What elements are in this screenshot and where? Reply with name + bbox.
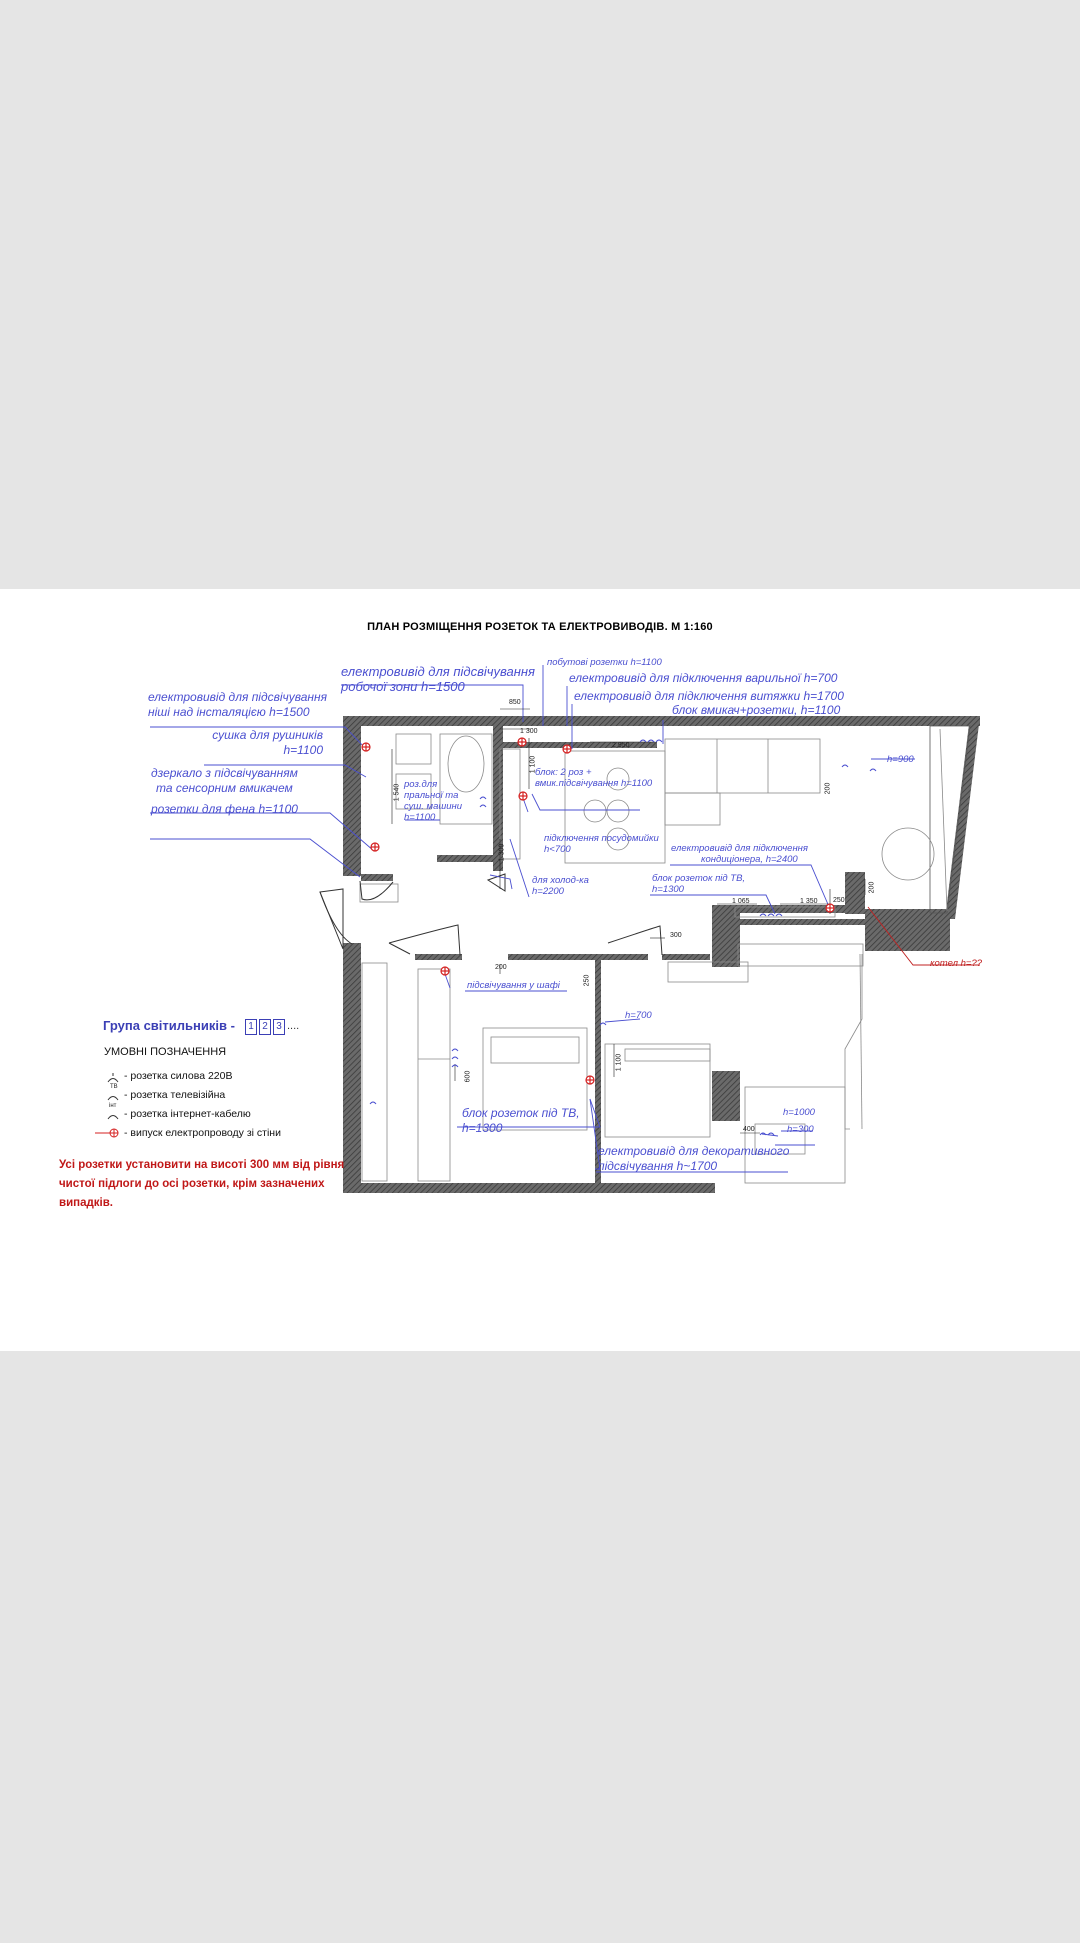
label-washer: роз.для пральної та суш. машини h=1100 (404, 779, 463, 823)
dim-200-b: 200 (824, 782, 832, 795)
door-swings (320, 874, 662, 955)
legend-item-wall-outlet: - випуск електропроводу зі стіни (124, 1127, 281, 1139)
dim-1300-vertical: 1 300 (498, 843, 506, 862)
label-switch-block: блок вмикач+розетки, h=1100 (672, 703, 841, 717)
label-niche: електровивід для підсвічування ніші над інсталяцією h=1500 (148, 690, 328, 719)
dim-1540: 1 540 (393, 783, 401, 802)
label-mirror: дзеркало з підсвічуванням та сенсорним вмикачем (151, 766, 298, 795)
label-boiler: котел h=?? (930, 958, 983, 969)
outlet-marker (826, 904, 834, 912)
label-ac: електровивід для підключення кондиціонера, h=2400 (671, 843, 808, 865)
legend-item-internet-socket: - розетка інтернет-кабелю (124, 1108, 251, 1120)
label-h300: h=300 (787, 1124, 814, 1135)
label-h1000: h=1000 (783, 1107, 815, 1118)
label-tv-block: блок розеток під ТВ, h=1300 (652, 873, 746, 895)
dim-400: 400 (743, 1126, 755, 1133)
outlet-marker (518, 738, 526, 746)
dim-200-c: 200 (495, 964, 507, 971)
label-cooktop: електровивід для підключення варильної h=700 (569, 671, 838, 685)
outlet-marker (563, 745, 571, 753)
label-bed-tv: блок розеток під ТВ, h=1300 (462, 1106, 580, 1135)
dim-250: 250 (833, 897, 845, 904)
label-household-sockets: побутові розетки h=1100 (547, 657, 662, 668)
tv-socket-icon (108, 1097, 118, 1101)
label-work-zone: електровивід для підсвічування робочої зони h=1500 (341, 664, 535, 694)
outlet-marker (441, 967, 449, 975)
power-socket-icon (108, 1073, 118, 1082)
label-deco: електровивід для декоративного підсвічування h~1700 (598, 1144, 790, 1173)
dim-250-b: 250 (583, 974, 591, 987)
legend-title: УМОВНІ ПОЗНАЧЕННЯ (104, 1046, 227, 1058)
label-block2: блок: 2 роз + вмик.підсвічування h=1100 (535, 767, 653, 789)
dim-200-a: 200 (868, 881, 876, 894)
label-hood: електровивід для підключення витяжки h=1700 (574, 689, 844, 703)
outlet-marker (362, 743, 370, 751)
internet-socket-icon (108, 1116, 118, 1120)
light-group-box-2: 2 (259, 1019, 271, 1035)
light-group-dots: .... (287, 1020, 300, 1032)
light-group-box-3: 3 (273, 1019, 285, 1035)
page-title: ПЛАН РОЗМІЩЕННЯ РОЗЕТОК ТА ЕЛЕКТРОВИВОДІВ. М 1:160 (367, 621, 713, 633)
label-fridge: для холод-ка h=2200 (532, 875, 589, 897)
drawing-sheet (0, 589, 1080, 1351)
label-dishwasher: підключення посудомийки h<700 (544, 833, 659, 855)
dim-850: 850 (509, 699, 521, 706)
outlet-marker (586, 1076, 594, 1084)
dim-2950: 2 950 (612, 742, 630, 749)
dim-1300: 1 300 (520, 728, 538, 735)
dim-1100-vertical: 1 100 (615, 1053, 623, 1072)
installation-note: Усі розетки установити на висоті 300 мм від рівня чистої підлоги до осі розетки, крім зазначених випадків. (59, 1159, 345, 1209)
outlet-marker (371, 843, 379, 851)
label-towel-dryer: сушка для рушників h=1100 (212, 728, 323, 757)
legend-item-power-socket: - розетка силова 220В (124, 1070, 233, 1082)
dim-1350: 1 350 (800, 898, 818, 905)
legend-item-tv-socket: - розетка телевізійна (124, 1089, 226, 1101)
light-group-box-1: 1 (245, 1019, 257, 1035)
dim-600: 600 (464, 1070, 472, 1083)
outlet-marker (519, 792, 527, 800)
legend-inet-mark: інт (109, 1103, 117, 1109)
dim-300: 300 (670, 932, 682, 939)
wall-outlet-icon (95, 1129, 118, 1137)
label-h700: h=700 (625, 1010, 652, 1021)
label-hairdryer: розетки для фена h=1100 (151, 802, 298, 816)
dim-1100: 1 100 (529, 755, 537, 774)
dim-1065: 1 065 (732, 898, 750, 905)
label-h900: h=900 (887, 754, 914, 765)
legend-tv-mark: ТВ (110, 1084, 118, 1090)
light-group-title: Група світильників - (103, 1018, 235, 1033)
label-wardrobe: підсвічування у шафі (467, 980, 560, 991)
